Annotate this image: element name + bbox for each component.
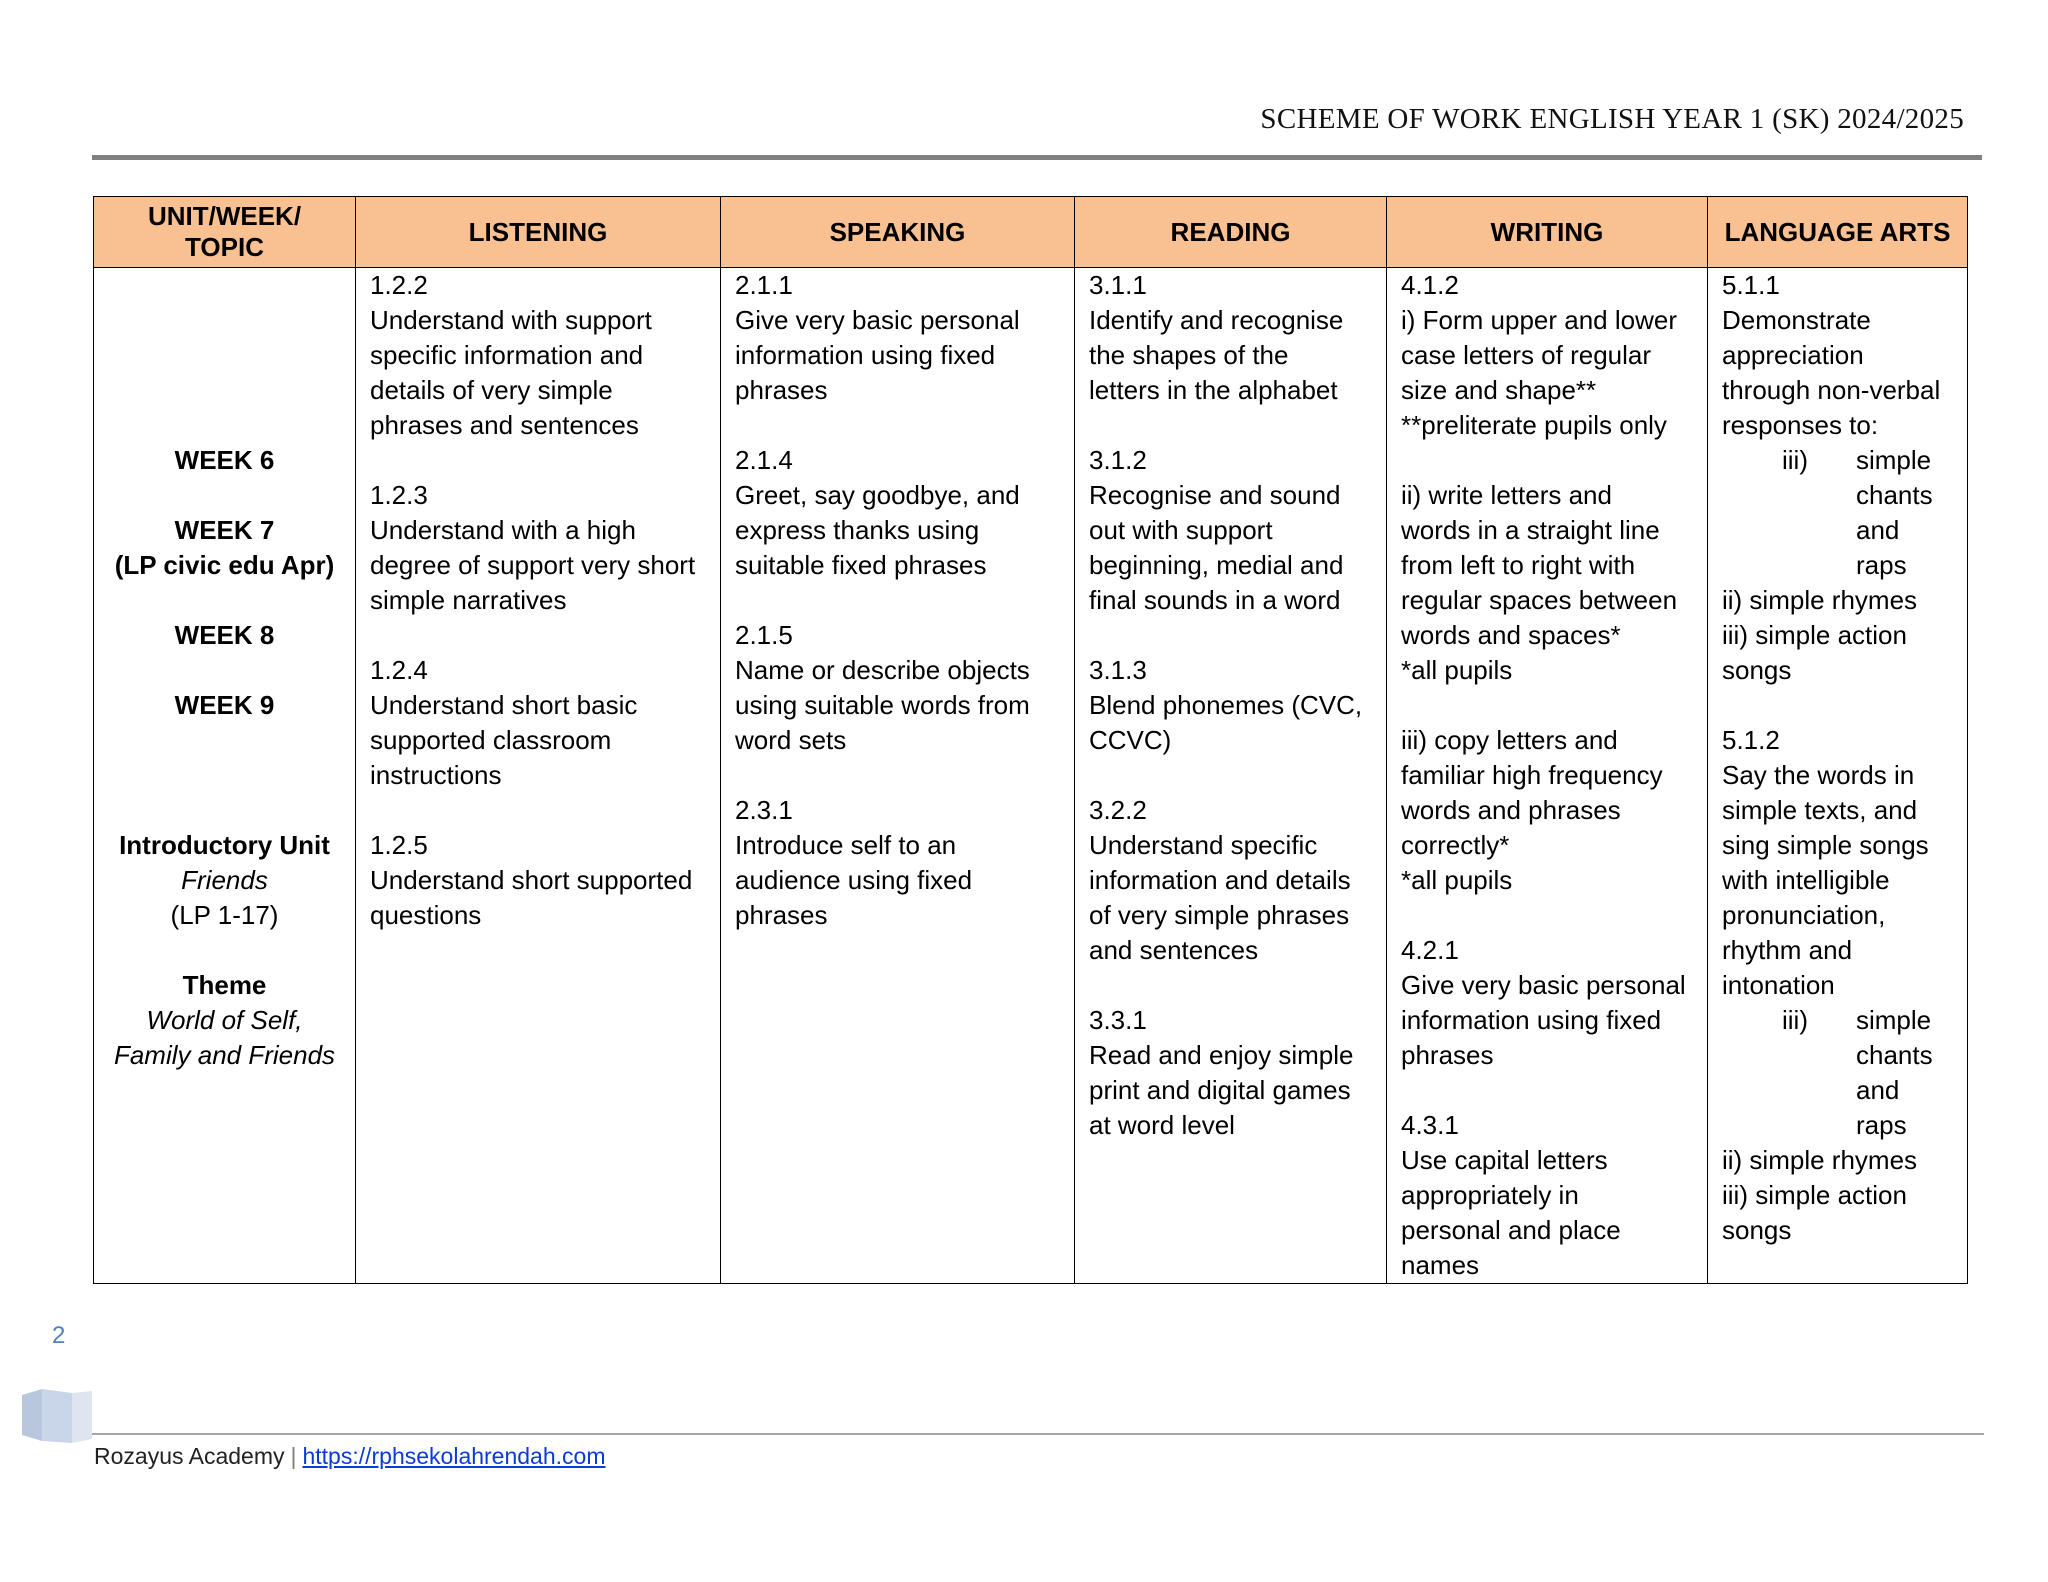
text-line: raps	[1856, 550, 1907, 580]
text-line: intonation	[1722, 970, 1835, 1000]
skill-block	[735, 618, 1064, 758]
writing-cell	[1387, 268, 1708, 1284]
cube-logo-icon	[18, 1385, 96, 1445]
skill-block	[1089, 443, 1376, 618]
text-line: case letters of regular	[1401, 340, 1652, 370]
text-line: responses to:	[1722, 410, 1879, 440]
text-line: *all pupils	[1401, 865, 1513, 895]
skill-code: 2.3.1	[735, 795, 793, 825]
week-8-label: WEEK 8	[174, 620, 275, 650]
text-line: simple	[1856, 1005, 1932, 1035]
unit-label: Introductory Unit	[119, 830, 330, 860]
header-speaking: SPEAKING	[721, 197, 1075, 268]
skill-text-line: details of very simple	[370, 375, 613, 405]
skill-code-4-3-1: 4.3.1	[1401, 1110, 1459, 1140]
skill-text-line: CCVC)	[1089, 725, 1172, 755]
text-line: words and phrases	[1401, 795, 1621, 825]
text-line: ii) write letters and	[1401, 480, 1612, 510]
header-reading: READING	[1075, 197, 1387, 268]
skill-text-line: audience using fixed	[735, 865, 973, 895]
scheme-of-work-table	[93, 196, 1968, 1284]
footer-separator: |	[290, 1443, 297, 1469]
skill-code: 3.1.2	[1089, 445, 1147, 475]
skill-text-line: express thanks using	[735, 515, 980, 545]
text-line: appropriately in	[1401, 1180, 1579, 1210]
week-7-label: WEEK 7	[174, 515, 275, 545]
skill-text-line: of very simple phrases	[1089, 900, 1350, 930]
skill-text-line: Greet, say goodbye, and	[735, 480, 1020, 510]
text-line: words and spaces*	[1401, 620, 1621, 650]
text-line: Say the words in	[1722, 760, 1915, 790]
skill-code: 3.2.2	[1089, 795, 1147, 825]
skill-text-line: phrases and sentences	[370, 410, 639, 440]
text-line: with intelligible	[1722, 865, 1890, 895]
skill-text-line: out with support	[1089, 515, 1273, 545]
table-row	[94, 268, 1968, 1284]
text-line: Use capital letters	[1401, 1145, 1608, 1175]
skill-text-line: print and digital games	[1089, 1075, 1351, 1105]
text-line: chants	[1856, 480, 1933, 510]
skill-text-line: Read and enjoy simple	[1089, 1040, 1354, 1070]
skill-block	[735, 443, 1064, 583]
week-7-note: (LP civic edu Apr)	[114, 550, 335, 580]
skill-code: 1.2.3	[370, 480, 428, 510]
text-line: simple texts, and	[1722, 795, 1918, 825]
text-line: information using fixed	[1401, 1005, 1662, 1035]
skill-text-line: questions	[370, 900, 482, 930]
listening-cell	[356, 268, 721, 1284]
week-6-label: WEEK 6	[174, 445, 275, 475]
text-line: rhythm and	[1722, 935, 1853, 965]
text-line: ii) simple rhymes	[1722, 585, 1918, 615]
header-language-arts: LANGUAGE ARTS	[1708, 197, 1968, 268]
text-line: and	[1856, 1075, 1900, 1105]
skill-text-line: Understand with support	[370, 305, 652, 335]
skill-block	[370, 268, 710, 443]
skill-text-line: Blend phonemes (CVC,	[1089, 690, 1363, 720]
skill-code: 3.1.1	[1089, 270, 1147, 300]
footer-link[interactable]: https://rphsekolahrendah.com	[302, 1443, 606, 1469]
text-line: iii) simple action	[1722, 1180, 1907, 1210]
skill-text-line: at word level	[1089, 1110, 1235, 1140]
skill-text-line: phrases	[735, 900, 828, 930]
skill-text-line: word sets	[735, 725, 847, 755]
skill-text-line: instructions	[370, 760, 502, 790]
theme-line-1: World of Self,	[146, 1005, 303, 1035]
skill-block	[735, 268, 1064, 408]
speaking-cell	[721, 268, 1075, 1284]
text-line: Demonstrate	[1722, 305, 1871, 335]
header-unit-week-topic	[94, 197, 356, 268]
skill-text-line: degree of support very short	[370, 550, 696, 580]
sub-item-number: iii)	[1782, 1005, 1808, 1035]
skill-text-line: Identify and recognise	[1089, 305, 1344, 335]
text-line: raps	[1856, 1110, 1907, 1140]
text-line: size and shape**	[1401, 375, 1597, 405]
text-line: names	[1401, 1250, 1480, 1280]
text-line: **preliterate pupils only	[1401, 410, 1667, 440]
text-line: Give very basic personal	[1401, 970, 1686, 1000]
skill-code-5-1-2: 5.1.2	[1722, 725, 1780, 755]
skill-text-line: letters in the alphabet	[1089, 375, 1338, 405]
skill-code-4-1-2: 4.1.2	[1401, 270, 1459, 300]
table-header-row	[94, 197, 1968, 268]
skill-code: 1.2.5	[370, 830, 428, 860]
text-line: songs	[1722, 655, 1792, 685]
skill-code-5-1-1: 5.1.1	[1722, 270, 1780, 300]
skill-text-line: supported classroom	[370, 725, 612, 755]
text-line: pronunciation,	[1722, 900, 1886, 930]
text-line: songs	[1722, 1215, 1792, 1245]
skill-block	[1089, 653, 1376, 758]
footer-org: Rozayus Academy	[94, 1443, 285, 1469]
skill-block	[1089, 793, 1376, 968]
text-line: regular spaces between	[1401, 585, 1678, 615]
text-line: chants	[1856, 1040, 1933, 1070]
theme-line-2: Family and Friends	[113, 1040, 336, 1070]
skill-text-line: simple narratives	[370, 585, 567, 615]
reading-cell	[1075, 268, 1387, 1284]
text-line: from left to right with	[1401, 550, 1636, 580]
text-line: and	[1856, 515, 1900, 545]
skill-code: 1.2.2	[370, 270, 428, 300]
skill-code: 3.1.3	[1089, 655, 1147, 685]
skill-code: 3.3.1	[1089, 1005, 1147, 1035]
skill-text-line: Introduce self to an	[735, 830, 957, 860]
skill-text-line: Understand with a high	[370, 515, 636, 545]
text-line: *all pupils	[1401, 655, 1513, 685]
unit-name: Friends	[181, 865, 268, 895]
sub-item-number: iii)	[1782, 445, 1808, 475]
text-line: sing simple songs	[1722, 830, 1929, 860]
text-line: phrases	[1401, 1040, 1494, 1070]
unit-lesson-plans: (LP 1-17)	[170, 900, 279, 930]
skill-block	[370, 478, 710, 618]
text-line: correctly*	[1401, 830, 1510, 860]
unit-week-topic-cell	[94, 268, 356, 1284]
sub-item-chants-raps	[1722, 443, 1957, 583]
skill-block	[735, 793, 1064, 933]
skill-code-4-2-1: 4.2.1	[1401, 935, 1459, 965]
skill-block	[370, 828, 710, 933]
skill-text-line: the shapes of the	[1089, 340, 1289, 370]
footer	[94, 1443, 605, 1470]
skill-text-line: Understand short supported	[370, 865, 693, 895]
skill-text-line: Name or describe objects	[735, 655, 1030, 685]
week-9-label: WEEK 9	[174, 690, 275, 720]
skill-code: 1.2.4	[370, 655, 428, 685]
skill-text-line: suitable fixed phrases	[735, 550, 987, 580]
text-line: words in a straight line	[1401, 515, 1660, 545]
text-line: i) Form upper and lower	[1401, 305, 1677, 335]
skill-code: 2.1.1	[735, 270, 793, 300]
text-line: iii) simple action	[1722, 620, 1907, 650]
skill-code: 2.1.4	[735, 445, 793, 475]
skill-text-line: Understand short basic	[370, 690, 638, 720]
sub-item-chants-raps	[1722, 1003, 1957, 1143]
skill-block	[1089, 1003, 1376, 1143]
language-arts-cell	[1708, 268, 1968, 1284]
skill-block	[370, 653, 710, 793]
skill-text-line: beginning, medial and	[1089, 550, 1344, 580]
page-number: 2	[52, 1322, 66, 1349]
document-title: SCHEME OF WORK ENGLISH YEAR 1 (SK) 2024/2025	[1260, 103, 1964, 135]
skill-text-line: Give very basic personal	[735, 305, 1020, 335]
footer-divider	[92, 1433, 1984, 1435]
theme-label: Theme	[182, 970, 267, 1000]
skill-text-line: using suitable words from	[735, 690, 1030, 720]
skill-text-line: Understand specific	[1089, 830, 1318, 860]
text-line: through non-verbal	[1722, 375, 1941, 405]
text-line: familiar high frequency	[1401, 760, 1663, 790]
skill-text-line: phrases	[735, 375, 828, 405]
skill-text-line: final sounds in a word	[1089, 585, 1341, 615]
text-line: simple	[1856, 445, 1932, 475]
header-writing: WRITING	[1387, 197, 1708, 268]
skill-text-line: information and details	[1089, 865, 1351, 895]
skill-text-line: Recognise and sound	[1089, 480, 1341, 510]
skill-code: 2.1.5	[735, 620, 793, 650]
skill-block	[1089, 268, 1376, 408]
text-line: ii) simple rhymes	[1722, 1145, 1918, 1175]
header-divider	[92, 155, 1982, 160]
text-line: appreciation	[1722, 340, 1864, 370]
text-line: iii) copy letters and	[1401, 725, 1618, 755]
header-unit-line2: TOPIC	[185, 232, 264, 262]
header-unit-line1: UNIT/WEEK/	[147, 201, 302, 231]
skill-text-line: information using fixed	[735, 340, 996, 370]
skill-text-line: specific information and	[370, 340, 644, 370]
text-line: personal and place	[1401, 1215, 1621, 1245]
skill-text-line: and sentences	[1089, 935, 1259, 965]
header-listening: LISTENING	[356, 197, 721, 268]
